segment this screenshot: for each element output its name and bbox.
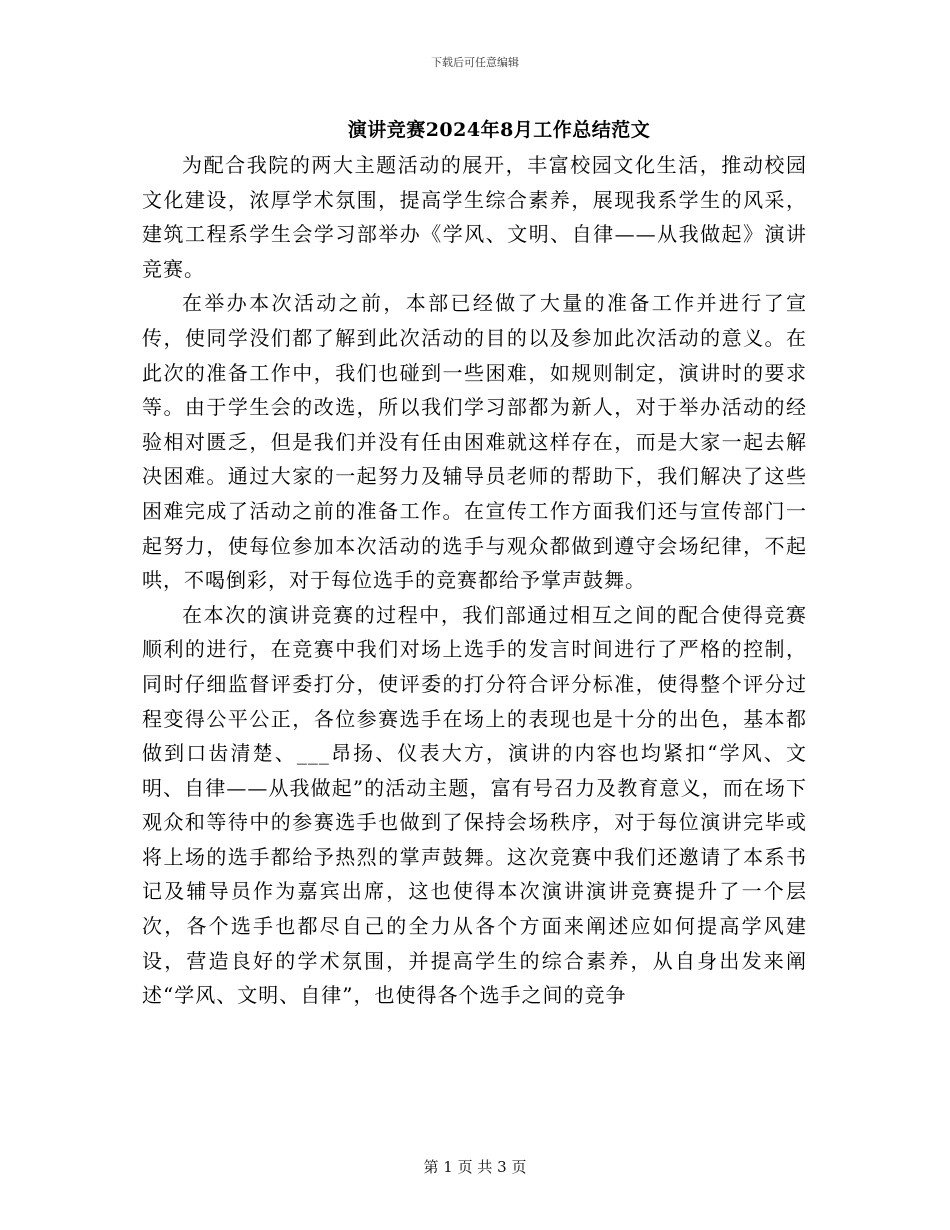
document-title: 演讲竞赛2024年8月工作总结范文 — [347, 119, 651, 141]
paragraph-1: 为配合我院的两大主题活动的展开，丰富校园文化生活，推动校园文化建设，浓厚学术氛围，提高学生综合素养，展现我系学生的风采，建筑工程系学生会学习部举办《学风、文明、自律——从我做起》演讲竞赛。 — [142, 153, 807, 281]
page-number: 第 1 页 共 3 页 — [423, 1158, 527, 1176]
document-body — [142, 148, 807, 1013]
header-note: 下载后可任意编辑 — [431, 56, 519, 69]
paragraph-3: 在本次的演讲竞赛的过程中，我们部通过相互之间的配合使得竞赛顺利的进行，在竞赛中我们对场上选手的发言时间进行了严格的控制，同时仔细监督评委打分，使评委的打分符合评分标准，使得整个评分过程变得公平公正，各位参赛选手在场上的表现也是十分的出色，基本都做到口齿清楚、___昂扬、仪表大方，演讲的内容也均紧扣“学风、文明、自律——从我做起”的活动主题，富有号召力及教育意义，而在场下观众和等待中的参赛选手也做到了保持会场秩序，对于每位演讲完毕或将上场的选手都给予热烈的掌声鼓舞。这次竞赛中我们还邀请了本系书记及辅导员作为嘉宾出席，这也使得本次演讲演讲竞赛提升了一个层次，各个选手也都尽自己的全力从各个方面来阐述应如何提高学风建设，营造良好的学术氛围，并提高学生的综合素养，从自身出发来阐述“学风、文明、自律”，也使得各个选手之间的竞争 — [142, 602, 807, 1008]
paragraph-2: 在举办本次活动之前，本部已经做了大量的准备工作并进行了宣传，使同学没们都了解到此次活动的目的以及参加此次活动的意义。在此次的准备工作中，我们也碰到一些困难，如规则制定，演讲时的要求等。由于学生会的改选，所以我们学习部都为新人，对于举办活动的经验相对匮乏，但是我们并没有任由困难就这样存在，而是大家一起去解决困难。通过大家的一起努力及辅导员老师的帮助下，我们解决了这些困难完成了活动之前的准备工作。在宣传工作方面我们还与宣传部门一起努力，使每位参加本次活动的选手与观众都做到遵守会场纪律，不起哄，不喝倒彩，对于每位选手的竞赛都给予掌声鼓舞。 — [142, 291, 807, 593]
